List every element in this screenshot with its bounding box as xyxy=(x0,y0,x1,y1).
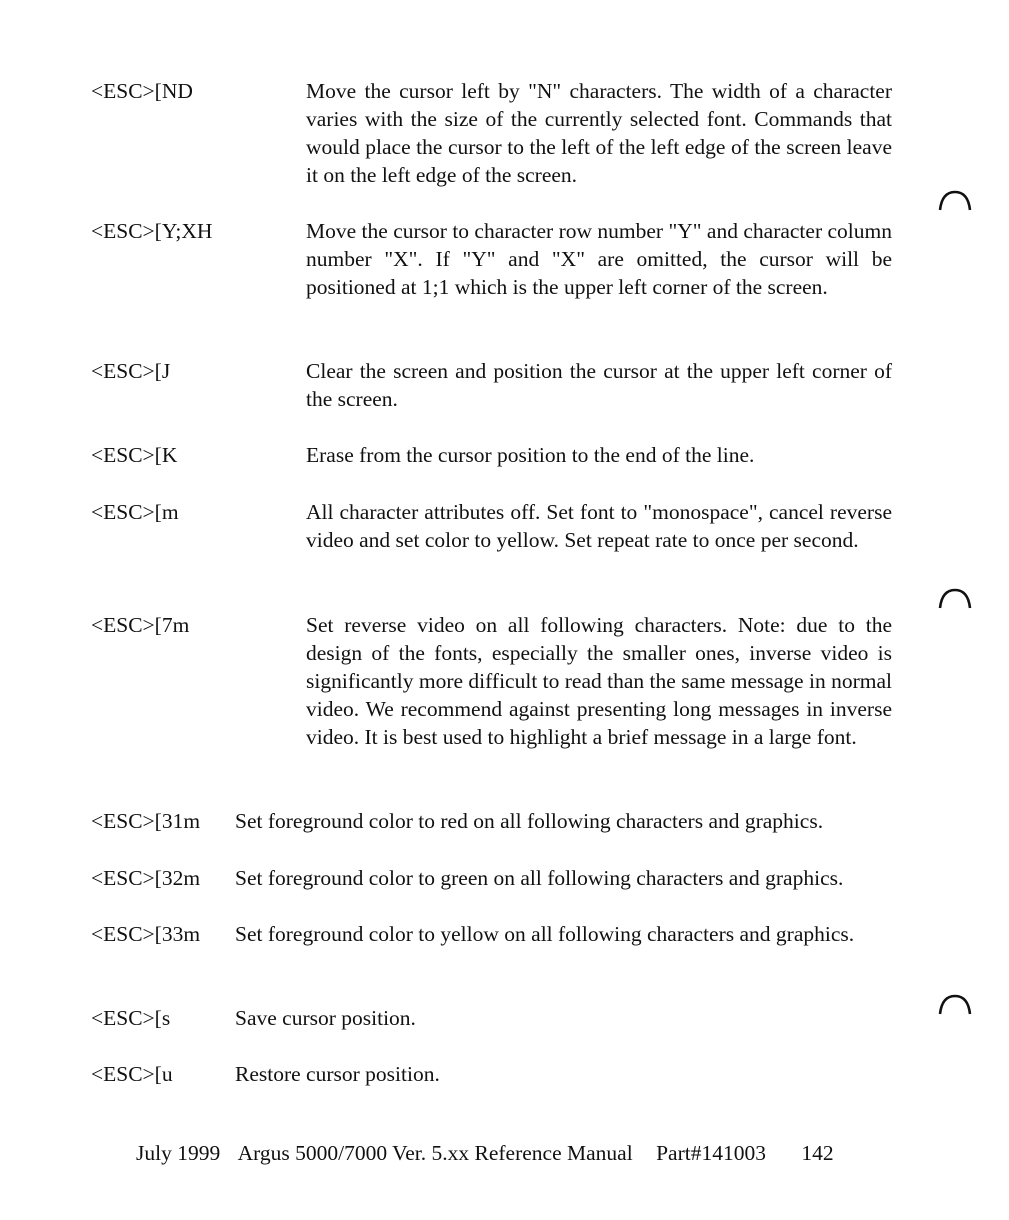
footer-part-number: Part#141003 xyxy=(656,1141,766,1165)
command-code: <ESC>[u xyxy=(91,1062,173,1086)
command-code: <ESC>[J xyxy=(91,359,171,383)
binder-hole-mark xyxy=(938,994,972,1016)
command-code: <ESC>[7m xyxy=(91,613,190,637)
command-code: <ESC>[K xyxy=(91,443,178,467)
command-description: All character attributes off. Set font to "monospace", cancel reverse video and set color to yellow. Set repeat rate to once per second. xyxy=(306,500,892,552)
command-code: <ESC>[m xyxy=(91,500,179,524)
command-description: Set foreground color to red on all following characters and graphics. xyxy=(235,809,824,833)
command-description: Move the cursor left by "N" characters. The width of a character varies with the size of the currently selected font. Commands that would place the cursor to the left of the left edge of the screen leave it on the left edge of the screen. xyxy=(306,79,892,187)
command-description: Clear the screen and position the cursor at the upper left corner of the screen. xyxy=(306,359,892,411)
command-description: Erase from the cursor position to the end of the line. xyxy=(306,443,755,467)
command-code: <ESC>[32m xyxy=(91,866,201,890)
command-code: <ESC>[31m xyxy=(91,809,201,833)
command-description: Set foreground color to green on all following characters and graphics. xyxy=(235,866,844,890)
command-code: <ESC>[ND xyxy=(91,79,193,103)
binder-hole-mark xyxy=(938,588,972,610)
command-description: Set foreground color to yellow on all following characters and graphics. xyxy=(235,922,855,946)
command-description: Set reverse video on all following characters. Note: due to the design of the fonts, especially the smaller ones, inverse video is significantly more difficult to read than the same message in normal video. We recommend against presenting long messages in inverse video. It is best used to highlight a brief message in a large font. xyxy=(306,613,892,749)
binder-hole-mark xyxy=(938,190,972,212)
page-footer xyxy=(136,1139,834,1167)
command-description: Restore cursor position. xyxy=(235,1062,440,1086)
command-code: <ESC>[33m xyxy=(91,922,201,946)
footer-date: July 1999 xyxy=(136,1141,221,1165)
command-description: Save cursor position. xyxy=(235,1006,416,1030)
command-code: <ESC>[Y;XH xyxy=(91,219,213,243)
footer-manual-title: Argus 5000/7000 Ver. 5.xx Reference Manual xyxy=(237,1141,633,1165)
command-code: <ESC>[s xyxy=(91,1006,171,1030)
command-description: Move the cursor to character row number "Y" and character column number "X". If "Y" and "X" are omitted, the cursor will be positioned at 1;1 which is the upper left corner of the screen. xyxy=(306,219,892,299)
page-number: 142 xyxy=(801,1141,834,1165)
